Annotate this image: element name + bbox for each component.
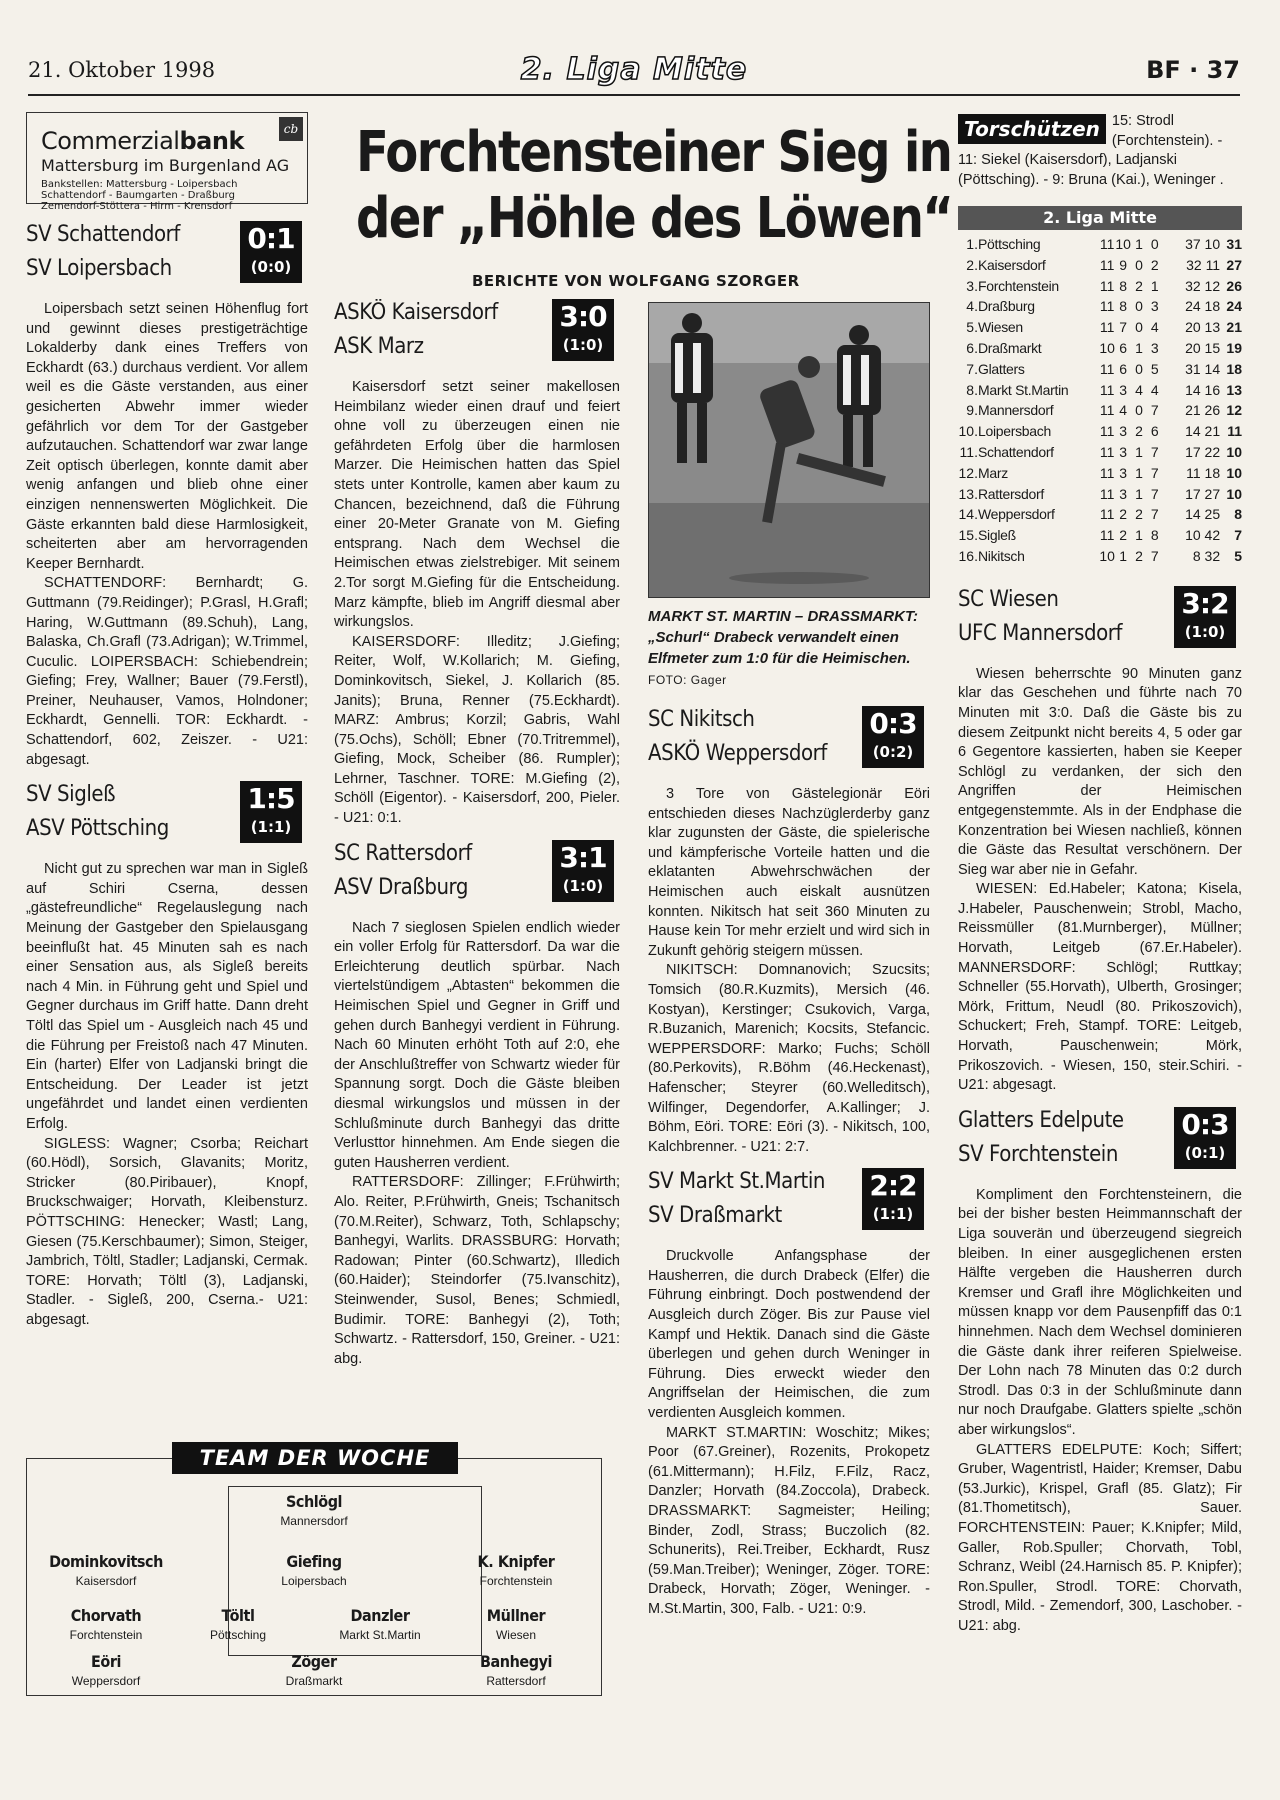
standings-row: [958, 525, 1242, 546]
player: Töltl Pöttsching: [209, 1606, 267, 1642]
stat-cell: 11: [1099, 256, 1115, 273]
stat-cell: 5: [1150, 360, 1159, 377]
goal-difference: 17 27: [1185, 485, 1221, 502]
standings-row: [958, 504, 1242, 525]
stat-cell: 4.: [966, 298, 978, 315]
team-name: Rattersdorf: [977, 485, 1044, 502]
team-name: Kaisersdorf: [977, 256, 1046, 273]
stat-cell: 10: [1115, 236, 1131, 252]
stat-cell: 4: [1135, 381, 1143, 398]
stat-cell: 4: [1119, 402, 1128, 419]
stat-cell: 0: [1135, 402, 1143, 419]
match-header: [648, 1165, 930, 1233]
goal-difference: 8 32: [1192, 547, 1221, 564]
player: Eöri Weppersdorf: [71, 1652, 141, 1688]
player: K. Knipfer Forchtenstein: [477, 1552, 555, 1588]
player: Müllner Wiesen: [486, 1606, 546, 1642]
match-header: [958, 1104, 1242, 1172]
away-team: UFC Mannersdorf: [958, 620, 1122, 646]
team-name: Marz: [977, 464, 1008, 481]
goal-difference: 37 10: [1185, 236, 1221, 252]
away-team: ASV Draßburg: [334, 874, 469, 900]
match-header: [648, 703, 930, 771]
score-box: 0:1 (0:0): [240, 221, 302, 283]
stat-cell: 3: [1150, 298, 1159, 315]
stat-cell: 3: [1119, 464, 1128, 481]
match-photo: [648, 302, 930, 598]
stat-cell: 11: [1099, 298, 1115, 315]
standings-row: [958, 421, 1242, 442]
team-of-week-title: TEAM DER WOCHE: [172, 1442, 458, 1474]
headline-line-1: Forchtensteiner Sieg in: [356, 120, 952, 185]
photo-caption: MARKT ST. MARTIN – DRASSMARKT: „Schurl“ Drabeck verwandelt einen Elfmeter zum 1:0 für die Heimischen. FOTO: Gager: [648, 608, 918, 687]
stat-cell: 2: [1135, 277, 1143, 294]
stat-cell: 3: [1119, 381, 1128, 398]
standings-row: [958, 234, 1242, 255]
stat-cell: 0: [1135, 360, 1143, 377]
match-header: [26, 218, 308, 286]
stat-cell: 7: [1150, 443, 1159, 460]
goal-difference: 10 42: [1185, 527, 1221, 544]
goal-difference: 14 21: [1185, 423, 1221, 440]
goal-difference: 11 18: [1186, 464, 1221, 481]
stat-cell: 7: [1150, 402, 1159, 419]
player: Banhegyi Rattersdorf: [480, 1652, 552, 1688]
stat-cell: 11: [1099, 381, 1115, 398]
stat-cell: 1: [1135, 443, 1143, 460]
stat-cell: 1: [1150, 277, 1159, 294]
stat-cell: 11: [1099, 236, 1115, 252]
match-lineup: SIGLESS: Wagner; Csorba; Reichart (60.Hödl), Sorsich, Glavanits; Moritz, Stricker (80.Piribauer), Knopf, Bruckschwaiger; Horvath, Kleibensturz. PÖTTSCHING: Henecker; Wastl; Lang, Giesen (75.Kerschbaumer); Simon, Steiger, Jambrich, Töltl, Stadler; Ladjanski, Cermak. TORE: Horvath; Töltl (3), Ladjanski, Stadler. - Sigleß, 200, Cserna.- U21: abgesagt.: [26, 1135, 308, 1328]
team-name: Pöttsching: [977, 236, 1041, 252]
stat-cell: 14.: [958, 506, 978, 523]
points: 21: [1226, 319, 1242, 336]
score-box: 3:0 (1:0): [552, 299, 614, 361]
standings-row: [958, 400, 1242, 421]
stat-cell: 8: [1150, 527, 1159, 544]
stat-cell: 10: [1099, 547, 1115, 564]
stat-cell: 11: [1099, 360, 1115, 377]
headline-line-2: der „Höhle des Löwen“: [356, 186, 953, 251]
team-name: Nikitsch: [977, 547, 1025, 564]
goal-difference: 21 26: [1185, 402, 1221, 419]
points: 10: [1226, 464, 1242, 481]
standings-row: [958, 484, 1242, 505]
bank-name: Commerzialbank: [41, 127, 244, 155]
stat-cell: 11: [1099, 464, 1115, 481]
home-team: SC Nikitsch: [648, 707, 755, 732]
match-report: Nach 7 sieglosen Spielen endlich wieder ein voller Erfolg für Rattersdorf. Da war die Erleichterung deutlich spürbar. Nach viertelstündigem „Abtasten“ bekommen die Heimischen Spiel und Gegner in Griff und gehen durch Banhegyi verdient in Führung. Nach 60 Minuten erhöht Toth auf 2:0, ehe der Anschlußtreffer von Schwartz wieder für Spannung sorgt. Doch die Gäste bleiben diesmal wirkungslos und müssen in der Schlußminute durch Banhegyi das dritte Verlusttor hinnehmen. Am Ende siegen die guten Hausherren verdient.: [334, 919, 620, 1171]
stat-cell: 11: [1099, 402, 1115, 419]
standings-table: [958, 234, 1242, 567]
match-lineup: SCHATTENDORF: Bernhardt; G. Guttmann (79.Reidinger); P.Grasl, H.Grafl; Haring, W.Guttmann (89.Schuh), Lang, Balaska, Ch.Grafl (73.Adrigan); W.Trimmel, Cuculic. LOIPERSBACH: Schiebendrein; Giefing; Frey, Wallner; Bauer (79.Ferstl), Preiner, Neuhauser, Vamos, Holndoner; Eckhardt, Gennelli. TOR: Eckhardt. - Schattendorf, 602, Zeiszer. - U21: abgesagt.: [26, 575, 308, 768]
player: Dominkovitsch Kaisersdorf: [49, 1552, 163, 1588]
score-box: 0:3 (0:2): [862, 706, 924, 768]
standings-row: [958, 296, 1242, 317]
match-report: Wiesen beherrschte 90 Minuten ganz klar das Geschehen und führte nach 70 Minuten mit 3:0. Daß die Gäste bis zu diesem Zeitpunkt nicht bereits 4, 5 oder gar 6 Gegentore kassierten, haben sie Keeper Schlögl zu verdanken, der sich den Angriffen der Heimischen entgegenstemmte. Als in der Endphase die Konzentration bei Wiesen nachließ, können die Gäste das Resultat verschönern. Der Sieg war aber nie in Gefahr.: [958, 665, 1242, 878]
stat-cell: 11: [1099, 319, 1115, 336]
stat-cell: 1: [1135, 236, 1143, 252]
stat-cell: 7.: [966, 360, 978, 377]
bank-branches: Bankstellen: Mattersburg - Loipersbach Schattendorf - Baumgarten - Draßburg Zemendorf-Stöttera - Hirm - Krensdorf: [41, 179, 238, 212]
stat-cell: 7: [1119, 319, 1128, 336]
stat-cell: 2: [1135, 423, 1143, 440]
stat-cell: 16.: [958, 547, 978, 564]
points: 10: [1226, 485, 1242, 502]
team-name: Weppersdorf: [977, 506, 1055, 523]
bank-logo-icon: cb: [279, 117, 303, 141]
stat-cell: 2: [1150, 256, 1159, 273]
main-headline: [356, 120, 953, 252]
goal-difference: 32 11: [1186, 256, 1221, 273]
stat-cell: 11: [1099, 485, 1115, 502]
standings-row: [958, 255, 1242, 276]
column-1: [26, 112, 308, 1331]
goal-difference: 17 22: [1185, 443, 1221, 460]
stat-cell: 2.: [966, 256, 978, 273]
match-lineup: MARKT ST.MARTIN: Woschitz; Mikes; Poor (67.Greiner), Rozenits, Prokopetz (61.Mittermann); H.Filz, F.Filz, Racz, Danzler; Horvath (84.Zoccola), Drabeck. DRASSMARKT: Sagmeister; Heiling; Binder, Zodl, Strass; Buczolich (82. Schunerits), Rei.Treiber, Eckhardt, Rusz (59.Man.Treiber); Weninger, Zöger. TORE: Drabeck, Horvath; Zöger, Weninger. - M.St.Martin, 300, Falb. - U21: 0:9.: [648, 1424, 930, 1617]
goal-difference: 20 15: [1185, 339, 1221, 356]
stat-cell: 3.: [966, 277, 978, 294]
team-name: Sigleß: [977, 527, 1016, 544]
photo-credit: FOTO: Gager: [648, 673, 727, 687]
stat-cell: 2: [1135, 547, 1143, 564]
page-header: [28, 52, 1240, 96]
stat-cell: 1: [1135, 464, 1143, 481]
stat-cell: 11: [1099, 423, 1115, 440]
standings-row: [958, 276, 1242, 297]
goal-difference: 32 12: [1185, 277, 1221, 294]
away-team: ASV Pöttsching: [26, 816, 169, 842]
goal-difference: 31 14: [1185, 360, 1221, 377]
stat-cell: 11: [1099, 506, 1115, 523]
stat-cell: 0: [1135, 298, 1143, 315]
goal-difference: 24 18: [1185, 298, 1221, 315]
points: 26: [1226, 277, 1242, 294]
team-name: Wiesen: [977, 319, 1023, 336]
score-box: 0:3 (0:1): [1174, 1107, 1236, 1169]
team-name: Forchtenstein: [977, 277, 1059, 294]
standings-row: [958, 338, 1242, 359]
stat-cell: 3: [1119, 443, 1128, 460]
player: Zöger Draßmarkt: [285, 1652, 343, 1688]
match-header: [334, 837, 620, 905]
match-lineup: NIKITSCH: Domnanovich; Szucsits; Tomsich (80.R.Kuzmits), Mersich (46. Kostyan), Kerstinger; Csukovich, Varga, R.Buzanich, Marenich; Kocsits, Stefancic. WEPPERSDORF: Marko; Fuchs; Schöll (80.Perkovits), R.Böhm (46.Heckenast), Hafenscher; Steyrer (60.Welleditsch), Wilfinger, Degendorfer, A.Kallinger; J. Böhm, Eöri. TORE: Eöri (3). - Nikitsch, 100, Kalchbrenner. - U21: 2:7.: [648, 962, 930, 1155]
standings-row: [958, 463, 1242, 484]
stat-cell: 12.: [958, 464, 978, 481]
stat-cell: 0: [1150, 236, 1159, 252]
team-of-week: [26, 1442, 602, 1698]
column-3: [648, 302, 930, 1620]
standings-title: 2. Liga Mitte: [958, 206, 1242, 230]
match-report: 3 Tore von Gästelegionär Eöri entschieden dieses Nachzüglerderby ganz klar zugunsten der Gäste, die spielerische und kämpferische Vorteile hatten und die eklatanten Abwehrschwächen der Heimischen auch eiskalt ausnützen konnten. Nikitsch hat seit 360 Minuten zu Hause kein Tor mehr erzielt und wird sich in Zukunft gehörig steigern müssen.: [648, 786, 930, 959]
away-team: ASKÖ Weppersdorf: [648, 741, 827, 766]
player: Danzler Markt St.Martin: [339, 1606, 421, 1642]
player: Chorvath Forchtenstein: [69, 1606, 143, 1642]
stat-cell: 11: [1099, 527, 1115, 544]
stat-cell: 4: [1150, 381, 1159, 398]
bank-subtitle: Mattersburg im Burgenland AG: [41, 156, 290, 175]
stat-cell: 5.: [966, 319, 978, 336]
points: 11: [1227, 423, 1242, 440]
standings-row: [958, 317, 1242, 338]
stat-cell: 3: [1119, 423, 1128, 440]
points: 31: [1226, 236, 1242, 252]
stat-cell: 6: [1119, 360, 1128, 377]
bank-advert: [26, 112, 308, 212]
page-number: BF · 37: [1146, 56, 1240, 84]
away-team: SV Loipersbach: [26, 256, 172, 281]
home-team: SC Rattersdorf: [334, 840, 472, 866]
goal-difference: 20 13: [1185, 319, 1221, 336]
goal-difference: 14 16: [1185, 381, 1221, 398]
column-2: [334, 292, 620, 1369]
player: Giefing Loipersbach: [281, 1552, 347, 1588]
byline: BERICHTE VON WOLFGANG SZORGER: [472, 272, 800, 290]
stat-cell: 13.: [958, 485, 978, 502]
match-report: Druckvolle Anfangsphase der Hausherren, die durch Drabeck (Elfer) die Führung einbringt. Doch postwendend der Ausgleich durch Zöger. Bis zur Pause viel Kampf und Hektik. Danach sind die Gäste überlegen und gehen durch Weninger in Führung. Dies erweckt wieder den Angriffselan der Heimischen, die zum verdienten Ausgleich kommen.: [648, 1248, 930, 1422]
points: 27: [1226, 256, 1242, 273]
match-report: Nicht gut zu sprechen war man in Sigleß auf Schiri Cserna, dessen „gästefreundliche“ Regelauslegung nach Meinung der Gastgeber den Spielausgang beeinflußt hat. 45 Minuten sah es nach einer Sensation aus, als Sigleß bereits nach 4 Min. in Führung geht und Spiel und Gegner durchaus im Griff hatte. Dann dreht Töltl das Spiel um - Ausgleich nach 45 und die Führung per Freistoß nach 47 Minuten. Ein (harter) Elfer von Ladjanski bringt die Entscheidung. Der Leader ist jetzt ungefährdet und landet einen verdienten Erfolg.: [26, 861, 308, 1132]
stat-cell: 0: [1135, 256, 1143, 273]
football-photo-icon: [649, 303, 930, 598]
match-lineup: RATTERSDORF: Zillinger; F.Frühwirth; Alo. Reiter, P.Frühwirth, Gneis; Tschanitsch (70.M.Reiter), Schwarz, Toth, Schlapschy; Banhegyi, Warlits. DRASSBURG: Horvath; Radowan; Pinter (60.Schwartz), Illedich (60.Haider); Steindorfer (75.Ivanschitz), Steinwender, Susol, Benes; Schmiedl, Budimir. TORE: Banhegyi (2), Toth; Schwartz. - Rattersdorf, 150, Greiner. - U21: abg.: [334, 1174, 620, 1367]
stat-cell: 6: [1150, 423, 1159, 440]
stat-cell: 3: [1150, 339, 1159, 356]
stat-cell: 9.: [966, 402, 978, 419]
home-team: SV Sigleß: [26, 782, 116, 808]
team-name: Draßburg: [977, 298, 1035, 315]
stat-cell: 7: [1150, 485, 1159, 502]
section-title: 2. Liga Mitte: [520, 52, 748, 87]
stat-cell: 0: [1135, 319, 1143, 336]
team-name: Markt St.Martin: [977, 381, 1069, 398]
top-scorers: [958, 112, 1242, 200]
stat-cell: 1: [1135, 485, 1143, 502]
points: 12: [1226, 402, 1242, 419]
standings-row: [958, 546, 1242, 567]
stat-cell: 9: [1119, 256, 1128, 273]
stat-cell: 2: [1119, 506, 1128, 523]
score-box: 3:1 (1:0): [552, 840, 614, 902]
stat-cell: 4: [1150, 319, 1159, 336]
team-name: Glatters: [977, 360, 1025, 377]
points: 19: [1226, 339, 1242, 356]
score-box: 2:2 (1:1): [862, 1168, 924, 1230]
stat-cell: 8.: [966, 381, 978, 398]
stat-cell: 2: [1119, 527, 1128, 544]
points: 13: [1226, 381, 1242, 398]
top-scorers-text: 15: Strodl (Forchtenstein). - 11: Siekel (Kaisersdorf), Ladjanski (Pöttsching). - 9: Bruna (Kai.), Weninger .: [958, 113, 1224, 188]
stat-cell: 10: [1099, 339, 1115, 356]
match-header: [958, 583, 1242, 651]
home-team: ASKÖ Kaisersdorf: [334, 300, 498, 325]
score-box: 1:5 (1:1): [240, 781, 302, 843]
stat-cell: 7: [1150, 547, 1159, 564]
match-header: [334, 296, 620, 364]
stat-cell: 11: [1099, 443, 1115, 460]
points: 10: [1226, 443, 1242, 460]
match-report: Loipersbach setzt seinen Höhenflug fort und gewinnt dieses prestigeträchtige Lokalderby dank eines Treffers von Eckhardt (63.) durchaus verdient. Vor allem weil es die Gäste verstanden, aus einer gesicherten Abwehr immer wieder gefährlich vor dem Tor der Gastgeber aufzutauchen. Schattendorf war zwar lange Zeit optisch überlegen, konnte damit aber wenig anfangen und blieb ohne einer einzigen nennenswerten Möglichkeit. Die Gäste erkannten bald diese Harmlosigkeit, scheiterten aber am hervorragenden Keeper Bernhardt.: [26, 301, 308, 572]
stat-cell: 11: [1099, 277, 1115, 294]
away-team: SV Draßmarkt: [648, 1203, 782, 1229]
stat-cell: 11.: [959, 443, 978, 460]
player-goalkeeper: Schlögl Mannersdorf: [280, 1492, 348, 1528]
match-lineup: GLATTERS EDELPUTE: Koch; Siffert; Gruber, Wagentristl, Haider; Kremser, Dabu (53.Jurkic), Krispel, Grafl (85. Glatz); Fir (81.Thometitsch), Sauer. FORCHTENSTEIN: Pauer; K.Knipfer; Mild, Galler, Rob.Spuller; Chorvath, Tobl, Schranz, Weibl (24.Harnisch 85. P. Knipfer); Ron.Spuller, Strodl. TORE: Chorvath, Strodl, Mild. - Zemendorf, 300, Laschober. - U21: abg.: [958, 1441, 1242, 1634]
home-team: SV Schattendorf: [26, 222, 180, 247]
team-name: Schattendorf: [977, 443, 1054, 460]
match-report: Kaisersdorf setzt seiner makellosen Heimbilanz wieder einen drauf und feiert ohne voll zu überzeugen einen nie gefährdeten Erfolg über die harmlosen Marzer. Die Heimischen hatten das Spiel stets unter Kontrolle, kamen aber kaum zu Chancen, bezeichnend, daß die Führung einer 20-Meter Granate von M. Giefing entsprang. Nach dem Wechsel die Heimischen etwas zielstrebiger. Mit seinem 2.Tor sorgt M.Giefing für die Entscheidung. Marz kämpfte, blieb im Angriff diesmal aber wirkungslos.: [334, 379, 620, 631]
standings-row: [958, 442, 1242, 463]
stat-cell: 1: [1135, 527, 1143, 544]
stat-cell: 1: [1135, 339, 1143, 356]
points: 18: [1226, 360, 1242, 377]
stat-cell: 1.: [966, 236, 978, 252]
stat-cell: 7: [1150, 464, 1159, 481]
stat-cell: 8: [1119, 277, 1128, 294]
stat-cell: 8: [1119, 298, 1128, 315]
stat-cell: 15.: [958, 527, 978, 544]
stat-cell: 3: [1119, 485, 1128, 502]
away-team: ASK Marz: [334, 334, 424, 359]
score-box: 3:2 (1:0): [1174, 586, 1236, 648]
points: 5: [1234, 547, 1242, 564]
stat-cell: 10.: [958, 423, 978, 440]
issue-date: 21. Oktober 1998: [28, 58, 216, 82]
match-lineup: KAISERSDORF: Illeditz; J.Giefing; Reiter, Wolf, W.Kollarich; M. Giefing, Dominkovitsch, Siekel, J. Kollarich (85. Janits); Bruna, Renner (75.Eckhardt). MARZ: Ambrus; Korzil; Gabris, Wahl (75.Ochs), Schöll; Ebner (70.Tritremmel), Giefing, Mock, Scheiber (86. Rumpler); Lehrner, Taschner. TORE: M.Giefing (2), Schöll (Eigentor). - Kaisersdorf, 200, Pieler. - U21: 0:1.: [334, 633, 620, 827]
points: 8: [1234, 506, 1242, 523]
team-name: Mannersdorf: [977, 402, 1054, 419]
match-report: Kompliment den Forchtensteinern, die bei der bisher besten Heimmannschaft der Liga souverän und überzeugend siegreich bleiben. In einer ausgeglichenen ersten Hälfte vergeben die Hausherren durch Kremser und Grafl ihre Möglichkeiten und müssen knapp vor dem Pausenpfiff das 0:1 hinnehmen. Nach dem Wechsel dominieren die Gäste dank ihrer reiferen Spielweise. Der Lohn nach 78 Minuten das 0:2 durch Strodl. Das 0:3 in der Schlußminute dann nur noch Draufgabe. Glatters spielte „schön aber wirkungslos“.: [958, 1186, 1242, 1438]
away-team: SV Forchtenstein: [958, 1141, 1118, 1167]
stat-cell: 6.: [966, 339, 978, 356]
stat-cell: 7: [1150, 506, 1159, 523]
match-header: [26, 778, 308, 846]
standings-row: [958, 359, 1242, 380]
points: 24: [1226, 298, 1242, 315]
home-team: SC Wiesen: [958, 586, 1059, 612]
home-team: Glatters Edelpute: [958, 1107, 1124, 1133]
column-4: [958, 112, 1242, 1636]
points: 7: [1234, 527, 1242, 544]
stat-cell: 6: [1119, 339, 1128, 356]
team-name: Loipersbach: [977, 423, 1051, 440]
team-name: Draßmarkt: [977, 339, 1042, 356]
goal-difference: 14 25: [1185, 506, 1221, 523]
stat-cell: 1: [1119, 547, 1128, 564]
top-scorers-title: Torschützen: [958, 114, 1106, 144]
stat-cell: 2: [1135, 506, 1143, 523]
match-lineup: WIESEN: Ed.Habeler; Katona; Kisela, J.Habeler, Pauschenwein; Strobl, Macho, Reissmüller (81.Murnberger), Müllner; Horvath, Leitgeb (67.Er.Habeler). MANNERSDORF: Schlögl; Ruttkay; Schneller (55.Horvath), Ulberth, Grosinger; Mörk, Frittum, Neudl (80. Prikoszovich), Schuckert; Freh, Stampf. TORE: Leitgeb, Horvath, Pauschenwein; Mörk, Prikoszovich. - Wiesen, 150, steir.Schiri. - U21: abgesagt.: [958, 881, 1242, 1094]
home-team: SV Markt St.Martin: [648, 1169, 825, 1195]
standings-row: [958, 380, 1242, 401]
